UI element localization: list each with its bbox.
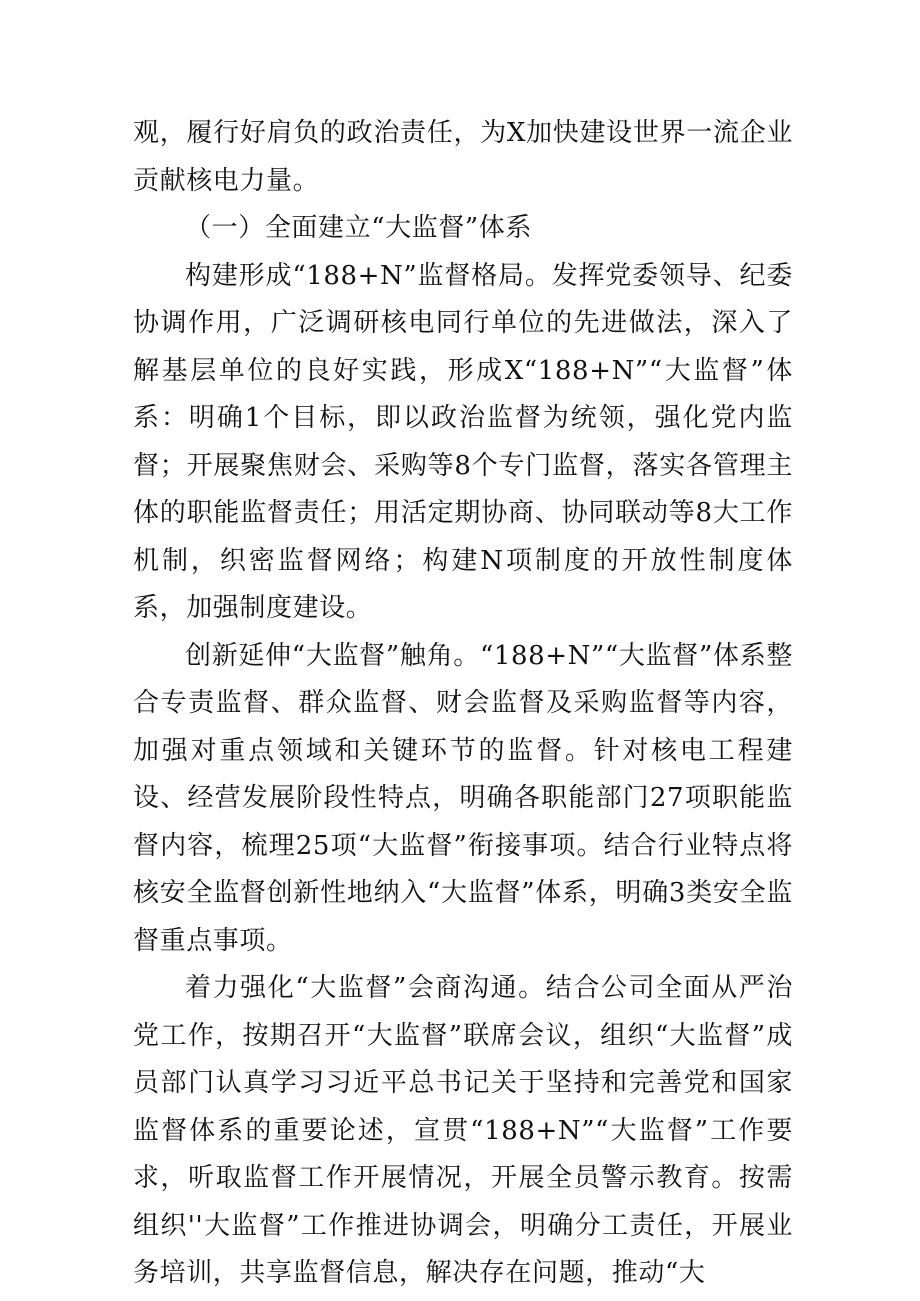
document-body xyxy=(133,110,793,1298)
intro-continuation-paragraph: 观，履行好肩负的政治责任，为X加快建设世界一流企业贡献核电力量。 xyxy=(133,118,793,196)
paragraph-supervision-pattern: 构建形成“188+N”监督格局。发挥党委领导、纪委协调作用，广泛调研核电同行单位的先进做法，深入了解基层单位的良好实践，形成X“188+N”“大监督”体系：明确1个目标，即以政治监督为统领，强化党内监督；开展聚焦财会、采购等8个专门监督，落实各管理主体的职能监督责任；用活定期协商、协同联动等8大工作机制，织密监督网络；构建N项制度的开放性制度体系，加强制度建设。 xyxy=(133,260,793,623)
paragraph-supervision-reach: 创新延伸“大监督”触角。“188+N”“大监督”体系整合专责监督、群众监督、财会监督及采购监督等内容，加强对重点领域和关键环节的监督。针对核电工程建设、经营发展阶段性特点，明确各职能部门27项职能监督内容，梳理25项“大监督”衔接事项。结合行业特点将核安全监督创新性地纳入“大监督”体系，明确3类安全监督重点事项。 xyxy=(133,640,793,956)
paragraph-supervision-consultation: 着力强化“大监督”会商沟通。结合公司全面从严治党工作，按期召开“大监督”联席会议，组织“大监督”成员部门认真学习习近平总书记关于坚持和完善党和国家监督体系的重要论述，宣贯“188+N”“大监督”工作要求，听取监督工作开展情况，开展全员警示教育。按需组织''大监督”工作推进协调会，明确分工责任，开展业务培训，共享监督信息，解决存在问题，推动“大 xyxy=(133,973,793,1288)
section-heading: （一）全面建立“大监督”体系 xyxy=(185,213,532,243)
